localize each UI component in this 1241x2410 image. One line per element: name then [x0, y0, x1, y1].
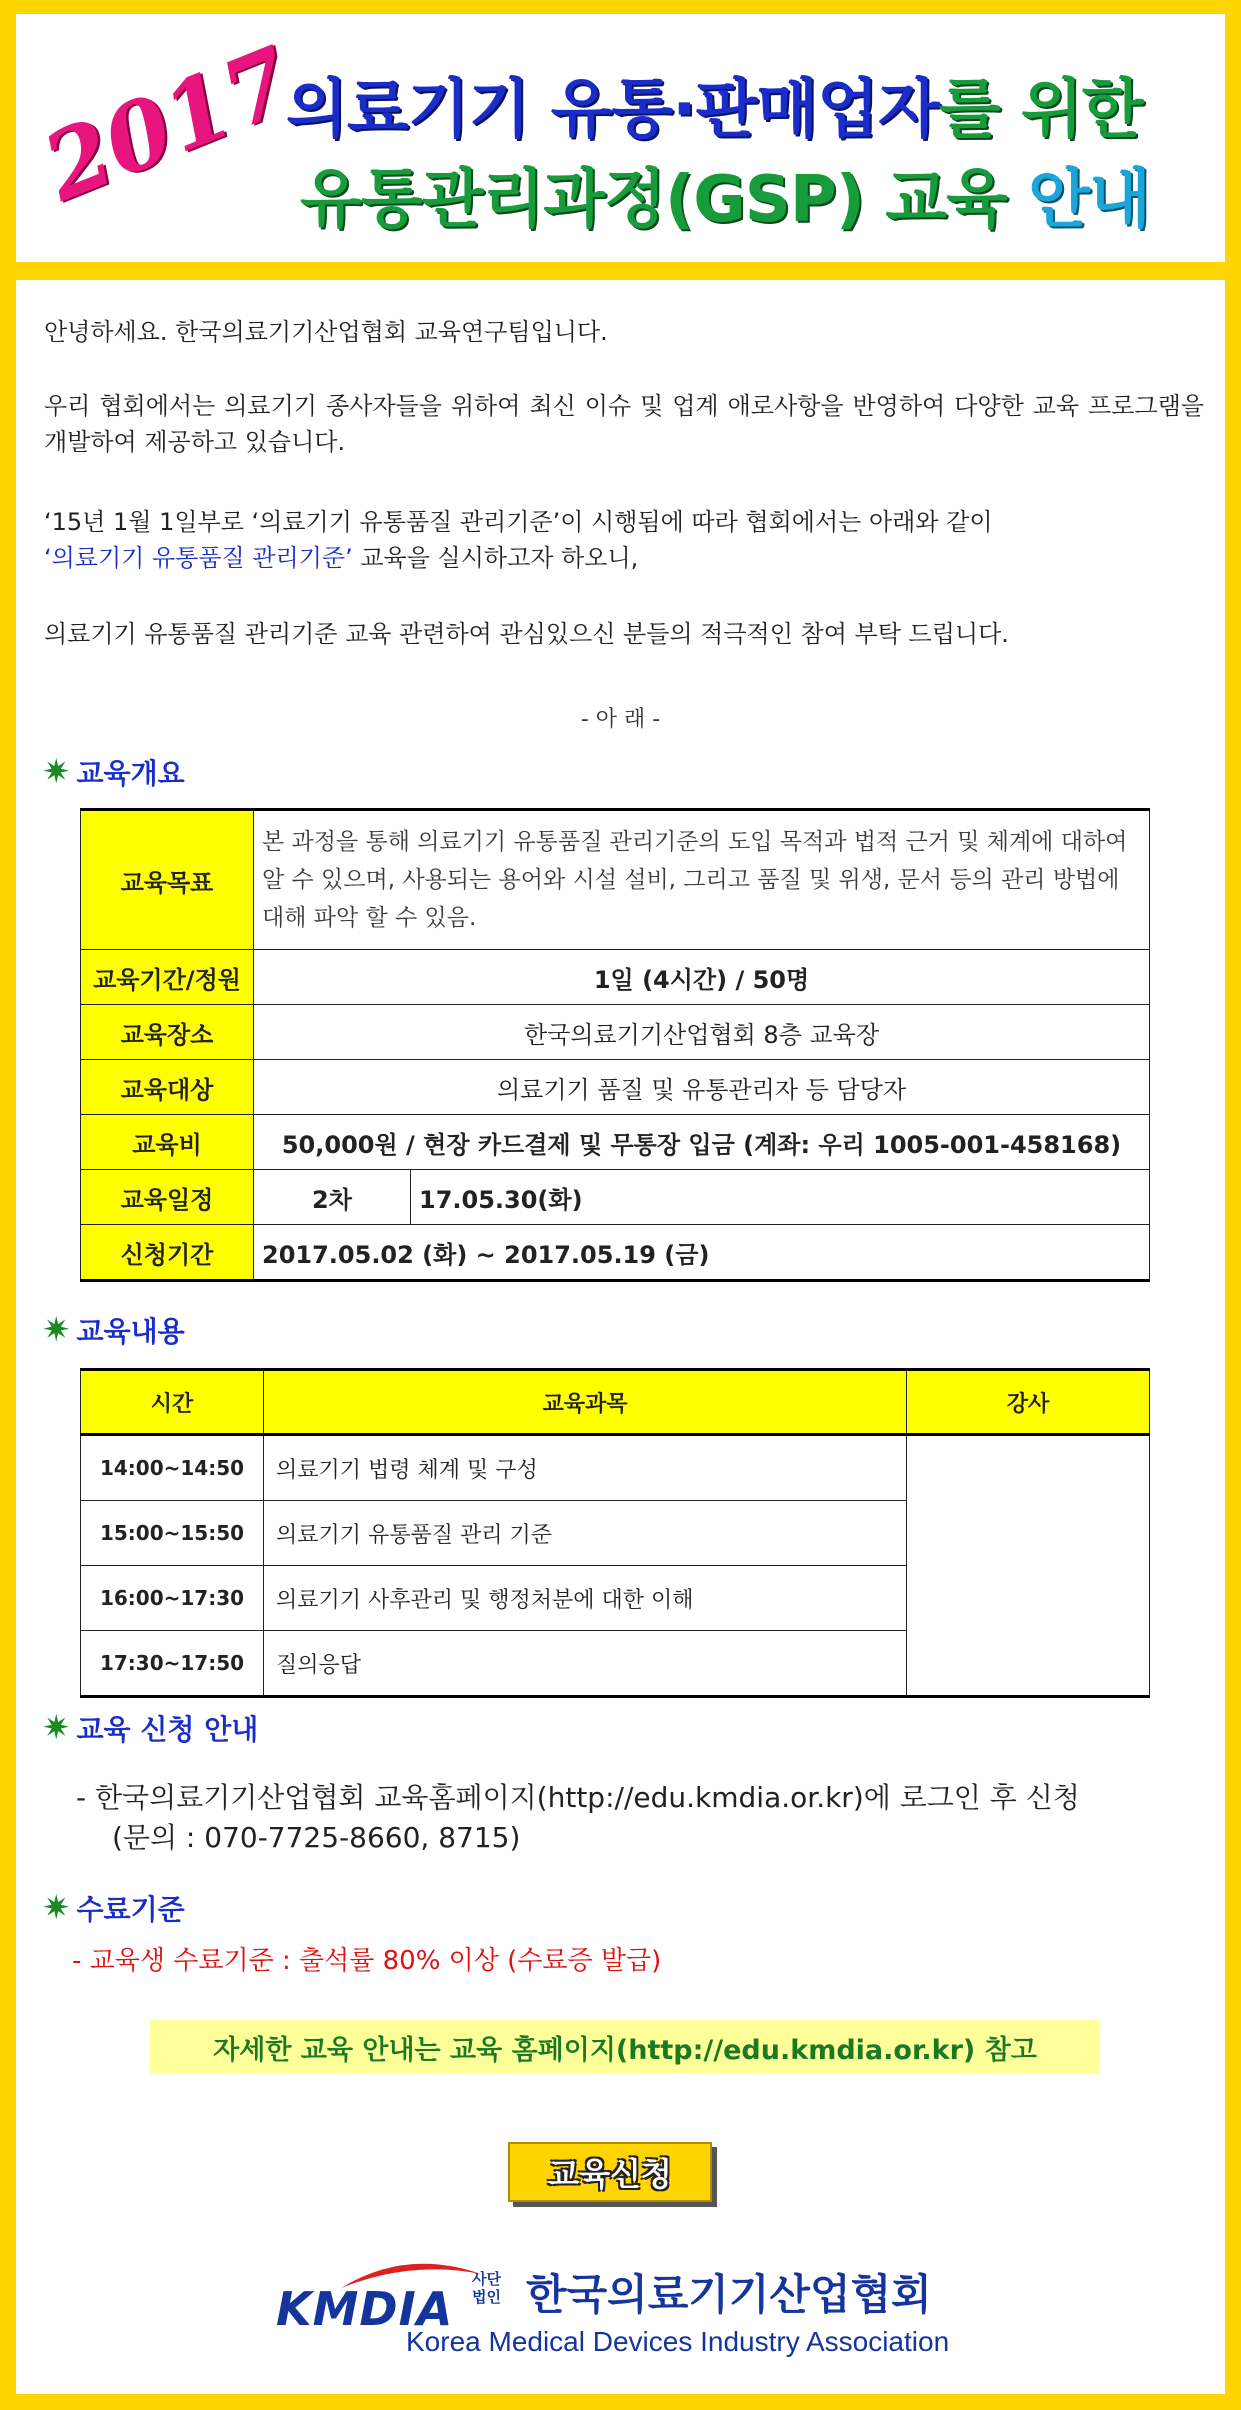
section-heading-content-label: 교육내용: [76, 1315, 185, 1348]
schedule-date: 17.05.30(화): [411, 1170, 1150, 1225]
section-heading-overview: [42, 752, 185, 792]
overview-table: [80, 808, 1150, 1282]
kmdia-logo: [276, 2248, 976, 2368]
intro-paragraph-4: 의료기기 유통품질 관리기준 교육 관련하여 관심있으신 분들의 적극적인 참여 부탁 드립니다.: [44, 620, 1009, 648]
apply-period-label: 신청기간: [81, 1225, 254, 1281]
fee-value: 50,000원 / 현장 카드결제 및 무통장 입금 (계좌: 우리 1005-001-458168): [254, 1115, 1150, 1170]
asterisk-star-icon: ✷: [42, 752, 71, 792]
greeting-text: 안녕하세요. 한국의료기기산업협회 교육연구팀입니다.: [44, 318, 608, 346]
schedule-label: 교육일정: [81, 1170, 254, 1225]
row-time: 16:00~17:30: [81, 1566, 264, 1631]
row-subject: 질의응답: [264, 1631, 907, 1697]
fee-label: 교육비: [81, 1115, 254, 1170]
year-badge: 2017: [29, 25, 307, 223]
col-header-instructor: 강사: [907, 1370, 1150, 1435]
logo-corp-type-1: 사단: [472, 2270, 501, 2288]
intro-p3-first: ‘15년 1월 1일부로 ‘의료기기 유통품질 관리기준’이 시행됨에 따라 협회에서는 아래와 같이: [44, 508, 993, 536]
section-heading-overview-label: 교육개요: [76, 757, 185, 790]
table-row: [81, 1435, 1150, 1501]
period-label: 교육기간/정원: [81, 950, 254, 1005]
row-subject: 의료기기 사후관리 및 행정처분에 대한 이해: [264, 1566, 907, 1631]
asterisk-star-icon: ✷: [42, 1708, 71, 1748]
intro-paragraph-3: [44, 504, 1204, 576]
place-value: 한국의료기기산업협회 8층 교육장: [254, 1005, 1150, 1060]
apply-period-value: 2017.05.02 (화) ~ 2017.05.19 (금): [254, 1225, 1150, 1281]
title-line-1: [286, 58, 1143, 150]
logo-korean-name: 한국의료기기산업협회: [526, 2270, 932, 2319]
intro-p3-rest: 교육을 실시하고자 하오니,: [352, 544, 639, 572]
row-subject: 의료기기 법령 체계 및 구성: [264, 1435, 907, 1501]
apply-instructions: [76, 1778, 1216, 1858]
section-heading-content: [42, 1310, 185, 1350]
row-time: 17:30~17:50: [81, 1631, 264, 1697]
apply-button[interactable]: 교육신청: [508, 2142, 712, 2202]
header-divider: [0, 262, 1241, 280]
asterisk-star-icon: ✷: [42, 1888, 71, 1928]
homepage-reference-banner: 자세한 교육 안내는 교육 홈페이지(http://edu.kmdia.or.kr) 참고: [150, 2020, 1100, 2074]
row-time: 15:00~15:50: [81, 1501, 264, 1566]
target-label: 교육대상: [81, 1060, 254, 1115]
row-time: 14:00~14:50: [81, 1435, 264, 1501]
period-value: 1일 (4시간) / 50명: [254, 950, 1150, 1005]
target-value: 의료기기 품질 및 유통관리자 등 담당자: [254, 1060, 1150, 1115]
col-header-time: 시간: [81, 1370, 264, 1435]
schedule-round: 2차: [254, 1170, 411, 1225]
row-subject: 의료기기 유통품질 관리 기준: [264, 1501, 907, 1566]
intro-paragraph-2: 우리 협회에서는 의료기기 종사자들을 위하여 최신 이슈 및 업계 애로사항을 반영하여 다양한 교육 프로그램을 개발하여 제공하고 있습니다.: [44, 392, 1204, 456]
completion-criteria: - 교육생 수료기준 : 출석률 80% 이상 (수료증 발급): [72, 1946, 662, 1976]
section-heading-apply: [42, 1708, 258, 1748]
goal-value: 본 과정을 통해 의료기기 유통품질 관리기준의 도입 목적과 법적 근거 및 체계에 대하여 알 수 있으며, 사용되는 용어와 시설 설비, 그리고 품질 및 위생, 문서 등의 관리 방법에 대해 파악 할 수 있음.: [254, 810, 1150, 950]
title-line-2-main: 유통관리과정(GSP) 교육: [300, 163, 1007, 237]
place-label: 교육장소: [81, 1005, 254, 1060]
title-line-1-tail: 를 위한: [938, 73, 1143, 147]
logo-corp-type: [472, 2270, 501, 2306]
logo-mark-text: KMDIA: [276, 2282, 454, 2336]
section-heading-completion-label: 수료기준: [76, 1893, 185, 1926]
section-heading-completion: [42, 1888, 185, 1928]
section-heading-apply-label: 교육 신청 안내: [76, 1713, 259, 1746]
col-header-subject: 교육과목: [264, 1370, 907, 1435]
goal-label: 교육목표: [81, 810, 254, 950]
instructor-cell: [907, 1435, 1150, 1697]
title-line-2: [300, 148, 1150, 240]
asterisk-star-icon: ✷: [42, 1310, 71, 1350]
apply-instructions-line1: - 한국의료기기산업협회 교육홈페이지(http://edu.kmdia.or.kr)에 로그인 후 신청: [76, 1781, 1080, 1814]
notice-divider-text: - 아 래 -: [580, 707, 661, 732]
logo-english-name: Korea Medical Devices Industry Association: [406, 2326, 950, 2357]
title-line-2-tail: 안내: [1028, 163, 1150, 237]
schedule-table: [80, 1368, 1150, 1698]
intro-p3-blue: ‘의료기기 유통품질 관리기준’: [44, 544, 353, 572]
apply-contact: (문의 : 070-7725-8660, 8715): [112, 1821, 521, 1854]
title-line-1-main: 의료기기 유통·판매업자: [286, 73, 939, 147]
logo-corp-type-2: 법인: [472, 2288, 501, 2306]
